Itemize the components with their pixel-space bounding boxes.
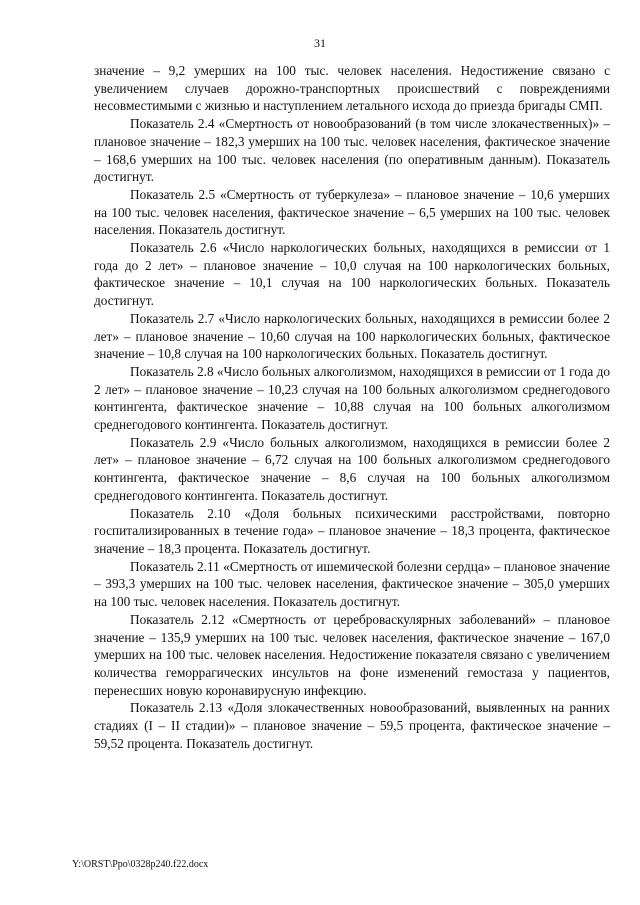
paragraph-continuation: значение – 9,2 умерших на 100 тыс. человек населения. Недостижение связано с увеличением случаев дорожно-транспортных происшествий с повреждениями несовместимыми с жизнью и наступлением летального исхода до приезда бригады СМП.: [94, 63, 610, 114]
paragraph-indicator-2-7: Показатель 2.7 «Число наркологических больных, находящихся в ремиссии более 2 лет» – плановое значение – 10,60 случая на 100 наркологических больных, фактическое значение – 10,8 случая на 100 наркологических больных. Показатель достигнут.: [94, 310, 610, 362]
paragraph-indicator-2-5: Показатель 2.5 «Смертность от туберкулеза» – плановое значение – 10,6 умерших на 100 тыс. человек населения, фактическое значение – 6,5 умерших на 100 тыс. человек населения. Показатель достигнут.: [94, 186, 610, 238]
paragraph-indicator-2-11: Показатель 2.11 «Смертность от ишемической болезни сердца» – плановое значение – 393,3 умерших на 100 тыс. человек населения, фактическое значение – 305,0 умерших на 100 тыс. человек населения. Показатель достигнут.: [94, 558, 610, 610]
document-body: [94, 62, 610, 752]
page-number: 31: [314, 36, 326, 50]
paragraph-indicator-2-9: Показатель 2.9 «Число больных алкоголизмом, находящихся в ремиссии более 2 лет» – плановое значение – 6,72 случая на 100 больных алкоголизмом среднегодового контингента, фактическое значение – 8,6 случая на 100 больных алкоголизмом среднегодового контингента. Показатель достигнут.: [94, 434, 610, 503]
paragraph-indicator-2-12: Показатель 2.12 «Смертность от цереброваскулярных заболеваний» – плановое значение – 135,9 умерших на 100 тыс. человек населения, фактическое значение – 167,0 умерших на 100 тыс. человек населения. Недостижение показателя связано с увеличением количества геморрагических инсультов на фоне изменений гемостаза у пациентов, перенесших новую коронавирусную инфекцию.: [94, 611, 610, 698]
paragraph-indicator-2-10: Показатель 2.10 «Доля больных психическими расстройствами, повторно госпитализированных в течение года» – плановое значение – 18,3 процента, фактическое значение – 18,3 процента. Показатель достигнут.: [94, 505, 610, 556]
paragraph-indicator-2-8: Показатель 2.8 «Число больных алкоголизмом, находящихся в ремиссии от 1 года до 2 лет» – плановое значение – 10,23 случая на 100 больных алкоголизмом среднегодового контингента, фактическое значение – 10,88 случая на 100 больных алкоголизмом среднегодового контингента. Показатель достигнут.: [94, 363, 610, 433]
footer-file-path: Y:\ORST\Ppo\0328p240.f22.docx: [72, 859, 209, 870]
paragraph-indicator-2-6: Показатель 2.6 «Число наркологических больных, находящихся в ремиссии от 1 года до 2 лет» – плановое значение – 10,0 случая на 100 наркологических больных, фактическое значение – 10,1 случая на 100 наркологических больных. Показатель достигнут.: [94, 240, 610, 309]
paragraph-indicator-2-13: Показатель 2.13 «Доля злокачественных новообразований, выявленных на ранних стадиях (I – II стадии)» – плановое значение – 59,5 процента, фактическое значение – 59,52 процента. Показатель достигнут.: [94, 700, 610, 751]
paragraph-indicator-2-4: Показатель 2.4 «Смертность от новообразований (в том числе злокачественных)» – плановое значение – 182,3 умерших на 100 тыс. человек населения, фактическое значение – 168,6 умерших на 100 тыс. человек населения (по оперативным данным). Показатель достигнут.: [94, 116, 610, 185]
